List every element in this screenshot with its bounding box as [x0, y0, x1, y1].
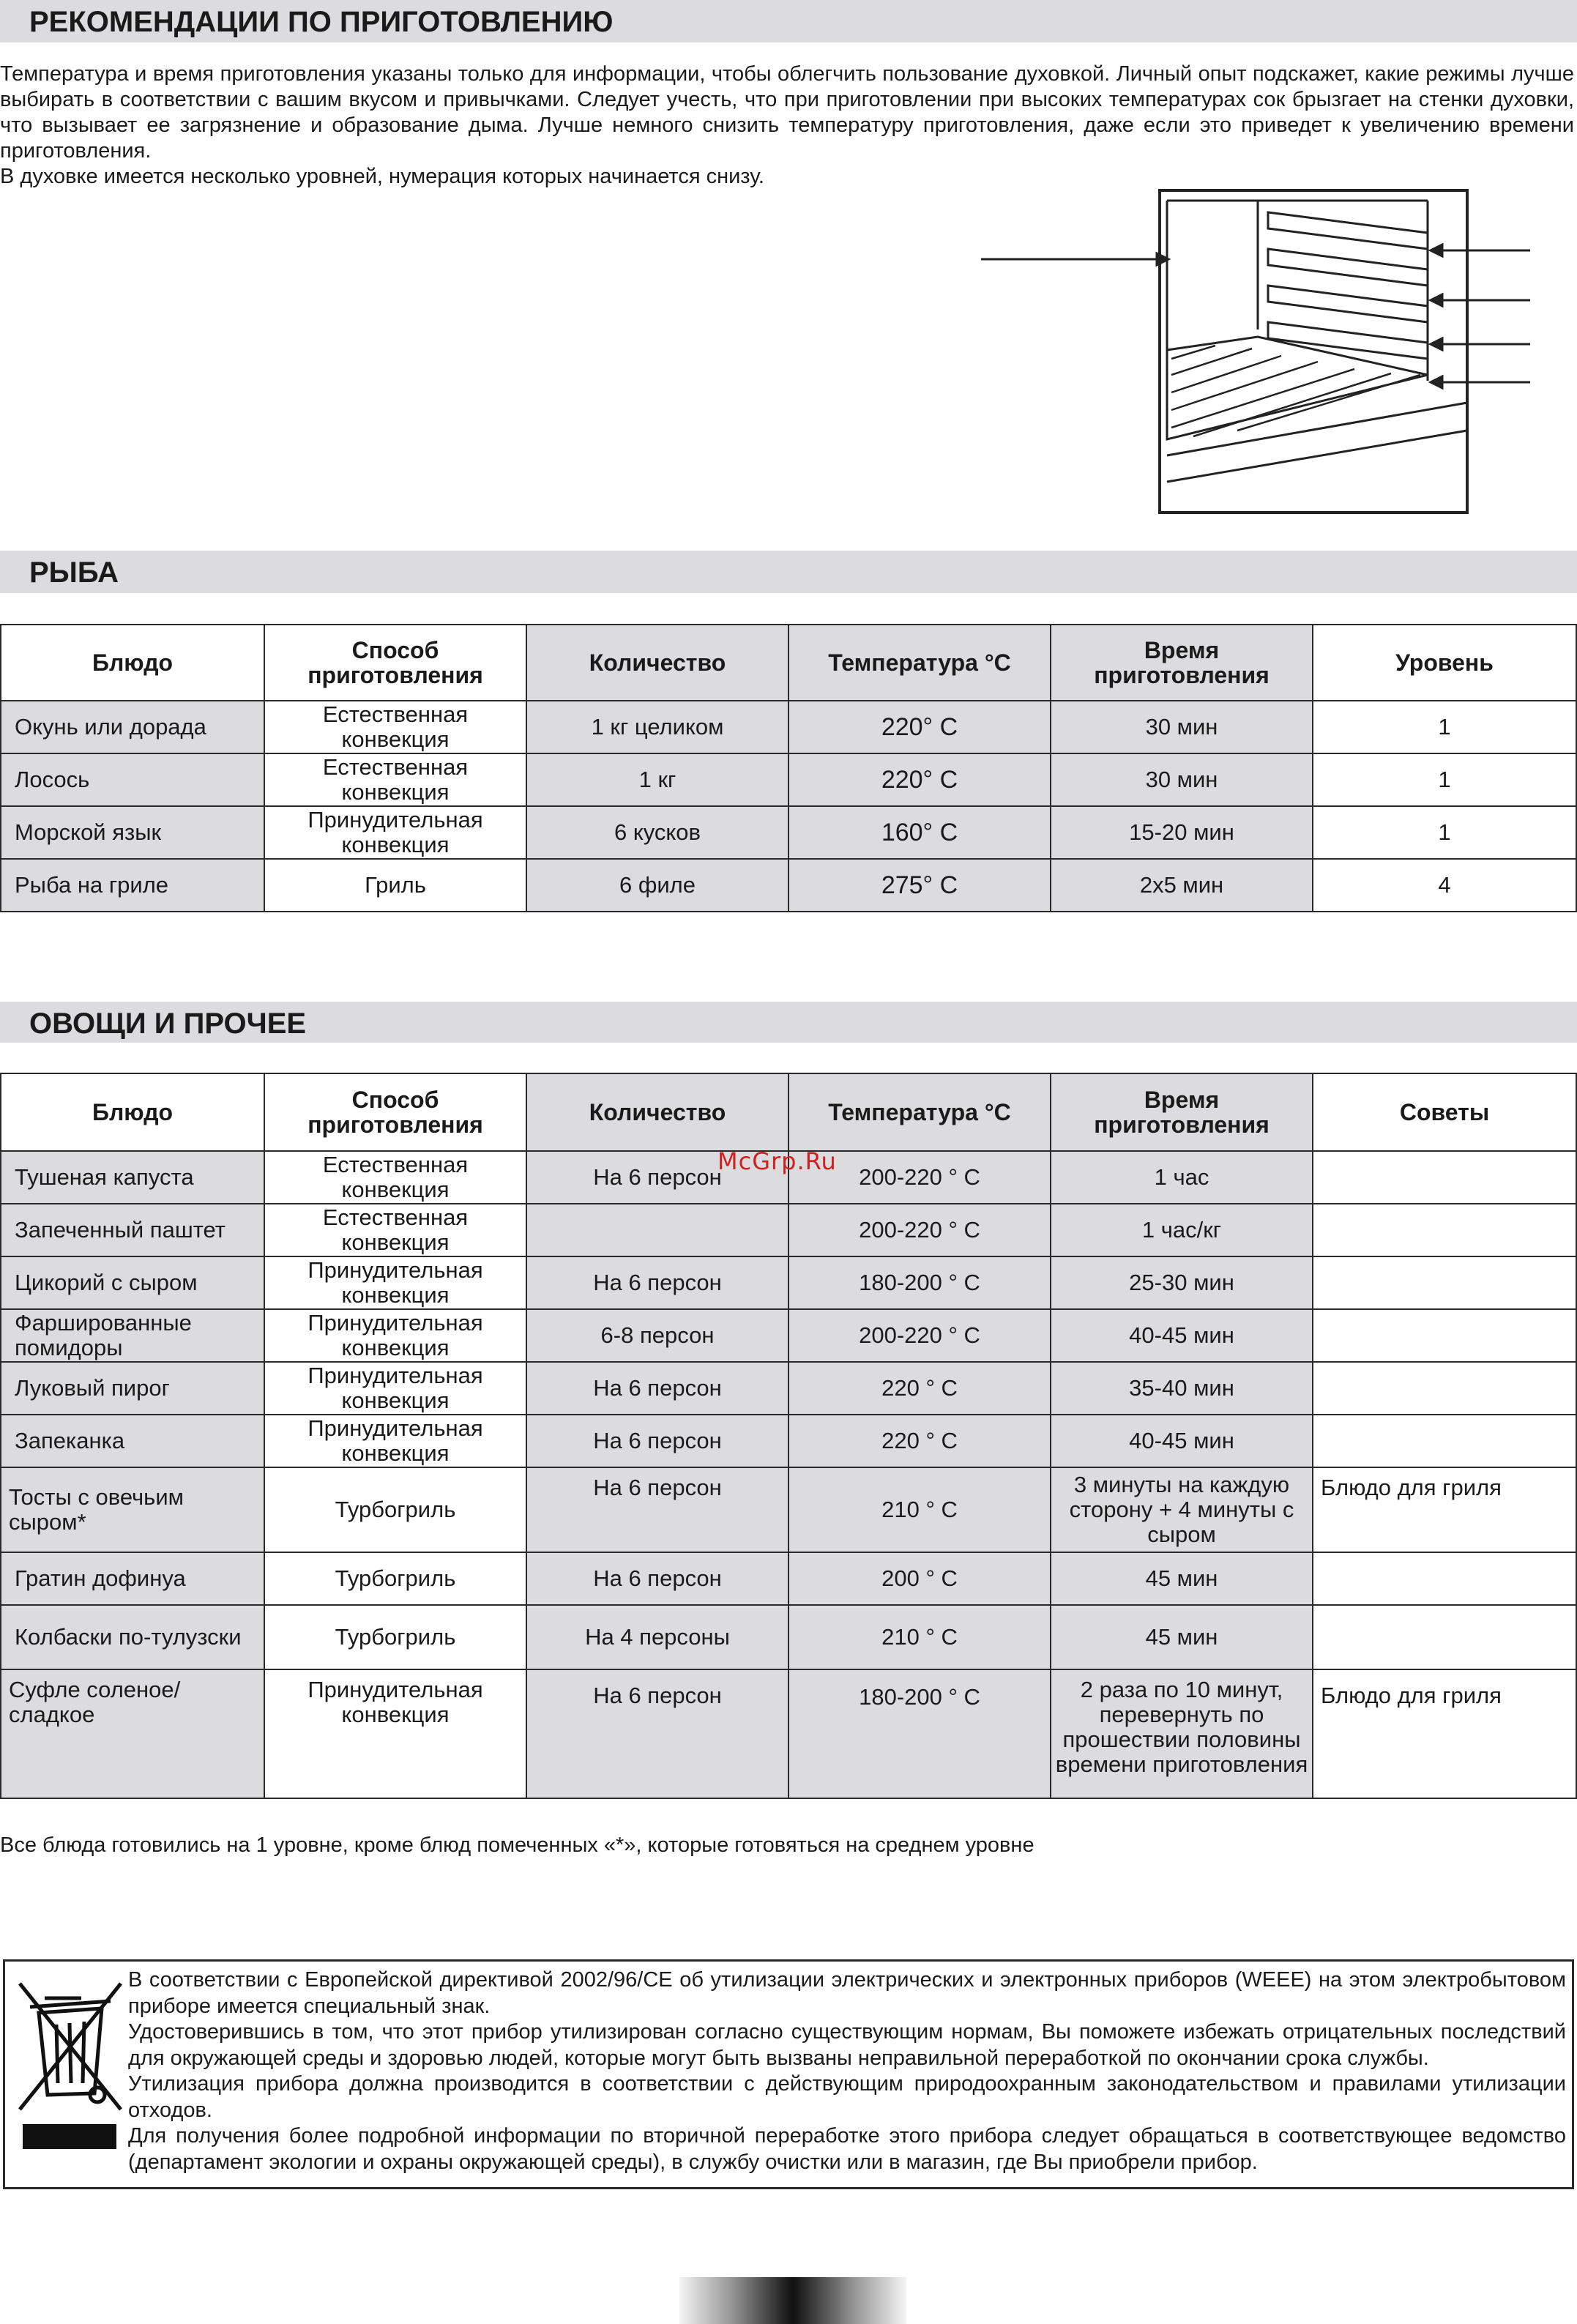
weee-paragraph: Удостоверившись в том, что этот прибор утилизирован согласно существующим нормам, Вы поможете избежать отрицательных последствий для окружающей среды и здоровью людей, которые могут быть вызваны неправильной переработкой по окончании срока службы. — [128, 2020, 1566, 2070]
cell-qty: 6 кусков — [526, 806, 788, 859]
cell-method: Принудительная конвекция — [264, 1309, 526, 1362]
cell-dish: Тосты с овечьим сыром* — [1, 1467, 264, 1552]
weee-text — [128, 1967, 1566, 2175]
cell-dish: Морской язык — [1, 806, 264, 859]
cell-temp: 275° C — [788, 859, 1051, 912]
table-row — [1, 1669, 1576, 1798]
arrow-left-icon — [1431, 245, 1442, 256]
table-row — [1, 1605, 1576, 1669]
cell-method: Естественная конвекция — [264, 1151, 526, 1204]
col-header: Температура °C — [788, 625, 1051, 701]
cell-time: 2x5 мин — [1051, 859, 1313, 912]
cell-time: 40-45 мин — [1051, 1309, 1313, 1362]
crossed-bin-icon — [15, 1969, 125, 2174]
cell-qty: На 6 персон — [526, 1552, 788, 1605]
col-header: Время приготовления — [1051, 1073, 1313, 1151]
cell-dish: Рыба на гриле — [1, 859, 264, 912]
cell-tips — [1313, 1552, 1576, 1605]
cell-method: Естественная конвекция — [264, 1204, 526, 1256]
cell-dish: Тушеная капуста — [1, 1151, 264, 1204]
intro-paragraph: Температура и время приготовления указаны только для информации, чтобы облегчить пользование духовкой. Личный опыт подскажет, какие режимы лучше выбирать в соответствии с вашим вкусом и привычками. Следует учесть, что при приготовлении при высоких температурах сок брызгает на стенки духовки, что вызывает ее загрязнение и образование дыма. Лучше немного снизить температуру приготовления, даже если это приведет к увеличению времени приготовления. — [0, 62, 1574, 163]
arrow-left-icon — [1431, 294, 1442, 306]
cell-tips: Блюдо для гриля — [1313, 1669, 1576, 1798]
cell-level: 4 — [1313, 859, 1576, 912]
cell-time: 3 минуты на каждую сторону + 4 минуты с сыром — [1051, 1467, 1313, 1552]
oven-levels-diagram — [974, 183, 1530, 520]
cell-temp: 200 ° C — [788, 1552, 1051, 1605]
cell-dish: Цикорий с сыром — [1, 1256, 264, 1309]
cell-dish: Запеканка — [1, 1415, 264, 1467]
section-title: ОВОЩИ И ПРОЧЕЕ — [29, 1008, 307, 1040]
col-header: Количество — [526, 1073, 788, 1151]
cell-qty: На 6 персон — [526, 1467, 788, 1552]
table-row — [1, 1256, 1576, 1309]
col-header: Температура °C — [788, 1073, 1051, 1151]
cell-temp: 220 ° C — [788, 1415, 1051, 1467]
section-header-recommendations — [0, 0, 1577, 42]
cell-temp: 210 ° C — [788, 1467, 1051, 1552]
col-header: Способ приготовления — [264, 1073, 526, 1151]
weee-paragraph: Для получения более подробной информации по вторичной переработке этого прибора следует обращаться в соответствующее ведомство (департамент экологии и охраны окружающей среды), в службу очистки или в магазин, где Вы приобрели прибор. — [128, 2124, 1566, 2174]
cell-method: Принудительная конвекция — [264, 1256, 526, 1309]
cell-qty: На 4 персоны — [526, 1605, 788, 1669]
table-row — [1, 1415, 1576, 1467]
arrow-left-icon — [1431, 376, 1442, 388]
cell-time: 25-30 мин — [1051, 1256, 1313, 1309]
cell-qty — [526, 1204, 788, 1256]
cell-qty: На 6 персон — [526, 1362, 788, 1415]
cell-temp: 220° C — [788, 701, 1051, 753]
col-header: Блюдо — [1, 625, 264, 701]
cell-qty: 1 кг целиком — [526, 701, 788, 753]
cell-dish: Лосось — [1, 753, 264, 806]
table-row — [1, 1204, 1576, 1256]
table-header-row — [1, 625, 1576, 701]
cell-level: 1 — [1313, 806, 1576, 859]
cell-tips — [1313, 1256, 1576, 1309]
col-header: Уровень — [1313, 625, 1576, 701]
cell-method: Принудительная конвекция — [264, 1669, 526, 1798]
cell-tips — [1313, 1151, 1576, 1204]
cell-temp: 200-220 ° C — [788, 1309, 1051, 1362]
col-header: Советы — [1313, 1073, 1576, 1151]
oven-shelves — [1268, 212, 1428, 359]
cell-dish: Луковый пирог — [1, 1362, 264, 1415]
section-title: РЫБА — [29, 556, 119, 589]
cell-qty: 6 филе — [526, 859, 788, 912]
col-header: Время приготовления — [1051, 625, 1313, 701]
cell-method: Принудительная конвекция — [264, 1415, 526, 1467]
table-row — [1, 859, 1576, 912]
col-header: Количество — [526, 625, 788, 701]
cell-temp: 210 ° C — [788, 1605, 1051, 1669]
cell-level: 1 — [1313, 701, 1576, 753]
cell-time: 45 мин — [1051, 1552, 1313, 1605]
cell-method: Гриль — [264, 859, 526, 912]
arrow-left-icon — [1431, 338, 1442, 350]
intro-levels-note: В духовке имеется несколько уровней, нумерация которых начинается снизу. — [0, 165, 764, 188]
watermark: McGrp.Ru — [717, 1147, 837, 1175]
cell-time: 2 раза по 10 минут, перевернуть по прошествии половины времени приготовления — [1051, 1669, 1313, 1798]
cell-level: 1 — [1313, 753, 1576, 806]
cell-time: 45 мин — [1051, 1605, 1313, 1669]
cell-tips — [1313, 1362, 1576, 1415]
weee-notice — [3, 1959, 1574, 2189]
cell-tips — [1313, 1309, 1576, 1362]
black-bar — [23, 2124, 116, 2149]
page-footer-bar — [679, 2277, 906, 2324]
cell-time: 1 час/кг — [1051, 1204, 1313, 1256]
cell-method: Турбогриль — [264, 1552, 526, 1605]
footnote: Все блюда готовились на 1 уровне, кроме блюд помеченных «*», которые готовяться на среднем уровне — [0, 1833, 1034, 1857]
cell-dish: Окунь или дорада — [1, 701, 264, 753]
cell-tips — [1313, 1204, 1576, 1256]
cell-temp: 200-220 ° C — [788, 1204, 1051, 1256]
cell-dish: Гратин дофинуа — [1, 1552, 264, 1605]
cell-dish: Запеченный паштет — [1, 1204, 264, 1256]
cell-qty: На 6 персон — [526, 1256, 788, 1309]
cell-qty: На 6 персон — [526, 1151, 788, 1204]
cell-time: 35-40 мин — [1051, 1362, 1313, 1415]
cell-time: 40-45 мин — [1051, 1415, 1313, 1467]
cell-temp: 180-200 ° C — [788, 1669, 1051, 1798]
cell-dish: Колбаски по-тулузски — [1, 1605, 264, 1669]
table-row — [1, 806, 1576, 859]
cell-dish: Фаршированные помидоры — [1, 1309, 264, 1362]
cell-time: 1 час — [1051, 1151, 1313, 1204]
vegetables-table — [0, 1073, 1577, 1799]
weee-paragraph: Утилизация прибора должна производится в соответствии с действующим природоохранным законодательством и правилами утилизации отходов. — [128, 2072, 1566, 2122]
col-header: Блюдо — [1, 1073, 264, 1151]
cell-qty: 6-8 персон — [526, 1309, 788, 1362]
cell-temp: 180-200 ° C — [788, 1256, 1051, 1309]
cell-time: 30 мин — [1051, 701, 1313, 753]
cell-method: Принудительная конвекция — [264, 1362, 526, 1415]
weee-paragraph: В соответствии с Европейской директивой 2002/96/CE об утилизации электрических и электронных приборов (WEEE) на этом электробытовом приборе имеется специальный знак. — [128, 1968, 1566, 2018]
table-row — [1, 753, 1576, 806]
cell-qty: 1 кг — [526, 753, 788, 806]
cell-tips — [1313, 1605, 1576, 1669]
cell-time: 30 мин — [1051, 753, 1313, 806]
cell-method: Естественная конвекция — [264, 701, 526, 753]
cell-time: 15-20 мин — [1051, 806, 1313, 859]
cell-temp: 160° C — [788, 806, 1051, 859]
cell-dish: Суфле соленое/сладкое — [1, 1669, 264, 1798]
col-header: Способ приготовления — [264, 625, 526, 701]
section-header-fish — [0, 551, 1577, 593]
cell-temp: 220° C — [788, 753, 1051, 806]
intro-text — [0, 62, 1574, 190]
table-row — [1, 1552, 1576, 1605]
table-row — [1, 701, 1576, 753]
section-header-vegetables — [0, 1002, 1577, 1043]
table-row — [1, 1467, 1576, 1552]
cell-method: Турбогриль — [264, 1605, 526, 1669]
cell-tips: Блюдо для гриля — [1313, 1467, 1576, 1552]
cell-method: Естественная конвекция — [264, 753, 526, 806]
table-header-row — [1, 1073, 1576, 1151]
fish-table — [0, 624, 1577, 912]
section-title: РЕКОМЕНДАЦИИ ПО ПРИГОТОВЛЕНИЮ — [29, 6, 614, 38]
table-row — [1, 1309, 1576, 1362]
cell-method: Турбогриль — [264, 1467, 526, 1552]
table-row — [1, 1362, 1576, 1415]
cell-temp: 220 ° C — [788, 1362, 1051, 1415]
cell-tips — [1313, 1415, 1576, 1467]
cell-qty: На 6 персон — [526, 1669, 788, 1798]
cell-method: Принудительная конвекция — [264, 806, 526, 859]
level-arrows — [1431, 245, 1530, 388]
cell-temp: 200-220 ° C — [788, 1151, 1051, 1204]
cell-qty: На 6 персон — [526, 1415, 788, 1467]
